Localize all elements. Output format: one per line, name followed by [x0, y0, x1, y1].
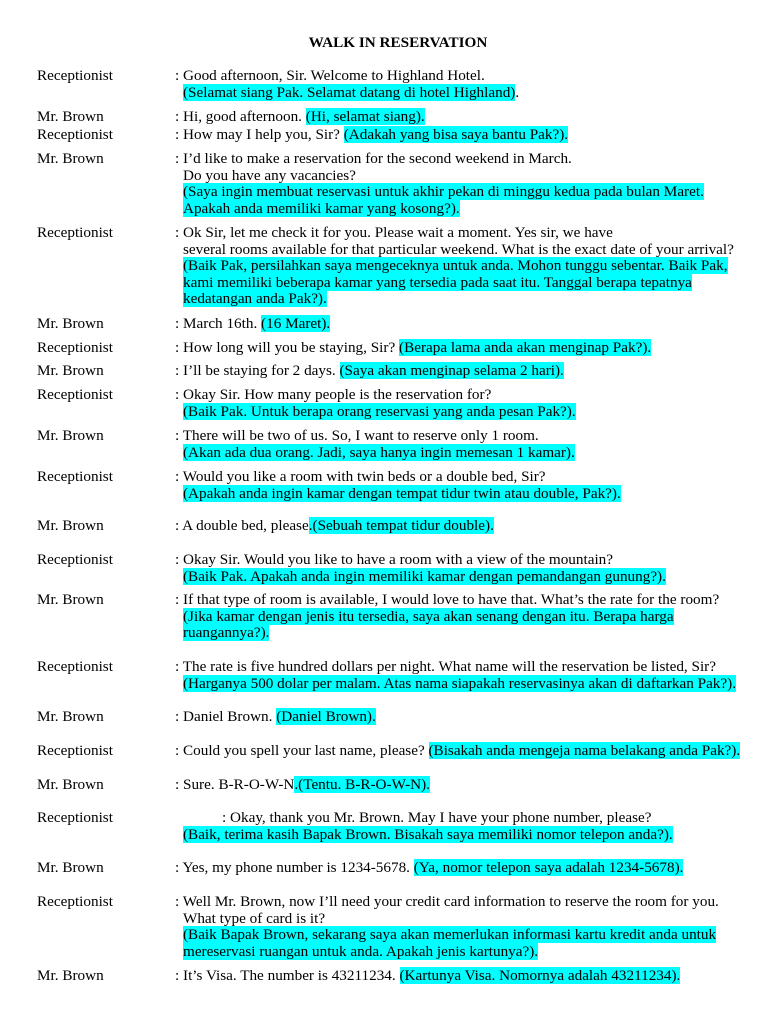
english-text: several rooms available for that particular weekend. What is the exact date of your arrival?: [183, 240, 734, 258]
english-text: : Okay, thank you Mr. Brown. May I have your phone number, please?: [222, 809, 652, 826]
speaker-label: Mr. Brown: [37, 591, 104, 608]
dialogue-line: [183, 569, 666, 586]
translation-highlight: (Jika kamar dengan jenis itu tersedia, saya akan senang dengan itu. Berapa harga: [183, 607, 674, 625]
dialogue-line: [175, 743, 740, 760]
translation-highlight: (Baik Pak, persilahkan saya mengeceknya untuk anda. Mohon tunggu sebentar. Baik Pak,: [183, 257, 728, 275]
translation-highlight: (Kartunya Visa. Nomornya adalah 43211234).: [399, 967, 681, 984]
dialogue-line: [175, 316, 330, 333]
dialogue-line: [175, 894, 719, 911]
translation-highlight: (Saya ingin membuat reservasi untuk akhir pekan di minggu kedua pada bulan Maret.: [183, 183, 704, 201]
dialogue-line: [183, 445, 575, 462]
speaker-label: Receptionist: [37, 658, 113, 675]
translation-highlight: .(Sebuah tempat tidur double).: [308, 517, 494, 534]
speaker-label: Mr. Brown: [37, 150, 104, 167]
english-text: What type of card is it?: [183, 909, 326, 927]
translation-highlight: (Baik, terima kasih Bapak Brown. Bisakah saya memiliki nomor telepon anda?).: [183, 825, 673, 843]
dialogue-line: [183, 242, 734, 259]
dialogue-line: [175, 151, 572, 168]
english-text: : March 16th.: [175, 315, 262, 332]
dialogue-line: [175, 552, 613, 569]
translation-highlight: (Adakah yang bisa saya bantu Pak?).: [343, 126, 569, 143]
dialogue-line: [175, 860, 683, 877]
english-text: : Hi, good afternoon.: [175, 108, 306, 125]
dialogue-line: [183, 85, 519, 102]
english-text: : Would you like a room with twin beds or a double bed, Sir?: [175, 468, 546, 485]
english-text: : There will be two of us. So, I want to reserve only 1 room.: [175, 427, 539, 444]
translation-highlight: (Baik Bapak Brown, sekarang saya akan memerlukan informasi kartu kredit anda untuk: [183, 926, 717, 944]
dialogue-line: [175, 968, 680, 985]
dialogue-line: [183, 911, 325, 928]
translation-highlight: (Selamat siang Pak. Selamat datang di hotel Highland): [183, 83, 516, 101]
speaker-label: Mr. Brown: [37, 859, 104, 876]
translation-highlight: (Ya, nomor telepon saya adalah 1234-5678).: [413, 859, 684, 876]
translation-highlight: Apakah anda memiliki kamar yang kosong?).: [183, 199, 460, 217]
translation-highlight: .(Tentu. B-R-O-W-N).: [294, 776, 430, 793]
translation-highlight: (Apakah anda ingin kamar dengan tempat tidur twin atau double, Pak?).: [183, 484, 621, 502]
dialogue-line: [183, 927, 716, 944]
dialogue-line: [175, 777, 430, 794]
translation-highlight: (Daniel Brown).: [276, 708, 376, 725]
translation-highlight: (Baik Pak. Untuk berapa orang reservasi yang anda pesan Pak?).: [183, 402, 576, 420]
speaker-label: Receptionist: [37, 893, 113, 910]
speaker-label: Receptionist: [37, 224, 113, 241]
english-text: : Sure. B-R-O-W-N: [175, 776, 295, 793]
dialogue-line: [175, 127, 568, 144]
english-text: : The rate is five hundred dollars per night. What name will the reservation be listed, Sir?: [175, 658, 716, 675]
dialogue-line: [175, 225, 613, 242]
english-text: : If that type of room is available, I would love to have that. What’s the rate for the room?: [175, 591, 720, 608]
english-text: : Yes, my phone number is 1234-5678.: [175, 859, 414, 876]
speaker-label: Mr. Brown: [37, 967, 104, 984]
trailing-punctuation: .: [515, 83, 520, 101]
dialogue-line: [222, 810, 651, 827]
speaker-label: Receptionist: [37, 67, 113, 84]
translation-highlight: ruangannya?).: [183, 624, 270, 642]
translation-highlight: kedatangan anda Pak?).: [183, 290, 327, 308]
dialogue-line: [175, 592, 719, 609]
dialogue-line: [183, 486, 621, 503]
dialogue-line: [183, 609, 674, 626]
speaker-label: Mr. Brown: [37, 362, 104, 379]
speaker-label: Mr. Brown: [37, 776, 104, 793]
translation-highlight: (Bisakah anda mengeja nama belakang anda Pak?).: [428, 742, 741, 759]
dialogue-line: [183, 827, 673, 844]
dialogue-line: [175, 469, 546, 486]
dialogue-line: [183, 258, 728, 275]
english-text: : Ok Sir, let me check it for you. Please wait a moment. Yes sir, we have: [175, 224, 613, 241]
dialogue-line: [183, 625, 269, 642]
speaker-label: Mr. Brown: [37, 427, 104, 444]
translation-highlight: (16 Maret).: [261, 315, 331, 332]
speaker-label: Mr. Brown: [37, 708, 104, 725]
translation-highlight: (Saya akan menginap selama 2 hari).: [339, 362, 564, 379]
english-text: : Okay Sir. Would you like to have a room with a view of the mountain?: [175, 551, 614, 568]
dialogue-line: [183, 676, 736, 693]
english-text: Do you have any vacancies?: [183, 166, 356, 184]
english-text: : A double bed, please: [175, 517, 309, 534]
english-text: : Could you spell your last name, please?: [175, 742, 429, 759]
dialogue-line: [183, 944, 538, 961]
dialogue-line: [183, 291, 327, 308]
english-text: : I’ll be staying for 2 days.: [175, 362, 340, 379]
dialogue-line: [183, 275, 692, 292]
english-text: : Daniel Brown.: [175, 708, 277, 725]
dialogue-line: [183, 201, 460, 218]
speaker-label: Receptionist: [37, 742, 113, 759]
translation-highlight: (Hi, selamat siang).: [305, 108, 425, 125]
translation-highlight: (Akan ada dua orang. Jadi, saya hanya ingin memesan 1 kamar).: [183, 443, 575, 461]
english-text: : I’d like to make a reservation for the second weekend in March.: [175, 150, 572, 167]
english-text: : Well Mr. Brown, now I’ll need your credit card information to reserve the room for you.: [175, 893, 719, 910]
dialogue-line: [183, 168, 356, 185]
speaker-label: Receptionist: [37, 551, 113, 568]
page-title: WALK IN RESERVATION: [308, 34, 488, 51]
translation-highlight: mereservasi ruangan untuk anda. Apakah jenis kartunya?).: [183, 942, 539, 960]
dialogue-line: [175, 659, 716, 676]
dialogue-line: [183, 184, 704, 201]
speaker-label: Receptionist: [37, 386, 113, 403]
speaker-label: Receptionist: [37, 126, 113, 143]
speaker-label: Receptionist: [37, 468, 113, 485]
speaker-label: Mr. Brown: [37, 108, 104, 125]
speaker-label: Receptionist: [37, 339, 113, 356]
dialogue-line: [175, 68, 485, 85]
translation-highlight: kami memiliki beberapa kamar yang tersedia pada saat itu. Tanggal berapa tepatnya: [183, 273, 692, 291]
dialogue-line: [175, 709, 376, 726]
dialogue-line: [175, 109, 425, 126]
dialogue-line: [175, 363, 564, 380]
dialogue-line: [175, 340, 651, 357]
speaker-label: Receptionist: [37, 809, 113, 826]
english-text: : How may I help you, Sir?: [175, 126, 344, 143]
translation-highlight: (Berapa lama anda akan menginap Pak?).: [399, 339, 652, 356]
dialogue-line: [183, 404, 576, 421]
speaker-label: Mr. Brown: [37, 517, 104, 534]
translation-highlight: (Harganya 500 dolar per malam. Atas nama siapakah reservasinya akan di daftarkan Pak?).: [183, 674, 737, 692]
dialogue-line: [175, 387, 491, 404]
english-text: : Okay Sir. How many people is the reservation for?: [175, 386, 492, 403]
speaker-label: Mr. Brown: [37, 315, 104, 332]
dialogue-line: [175, 518, 494, 535]
dialogue-line: [175, 428, 539, 445]
translation-highlight: (Baik Pak. Apakah anda ingin memiliki kamar dengan pemandangan gunung?).: [183, 567, 666, 585]
english-text: : How long will you be staying, Sir?: [175, 339, 400, 356]
english-text: : Good afternoon, Sir. Welcome to Highland Hotel.: [175, 67, 485, 84]
english-text: : It’s Visa. The number is 43211234.: [175, 967, 400, 984]
